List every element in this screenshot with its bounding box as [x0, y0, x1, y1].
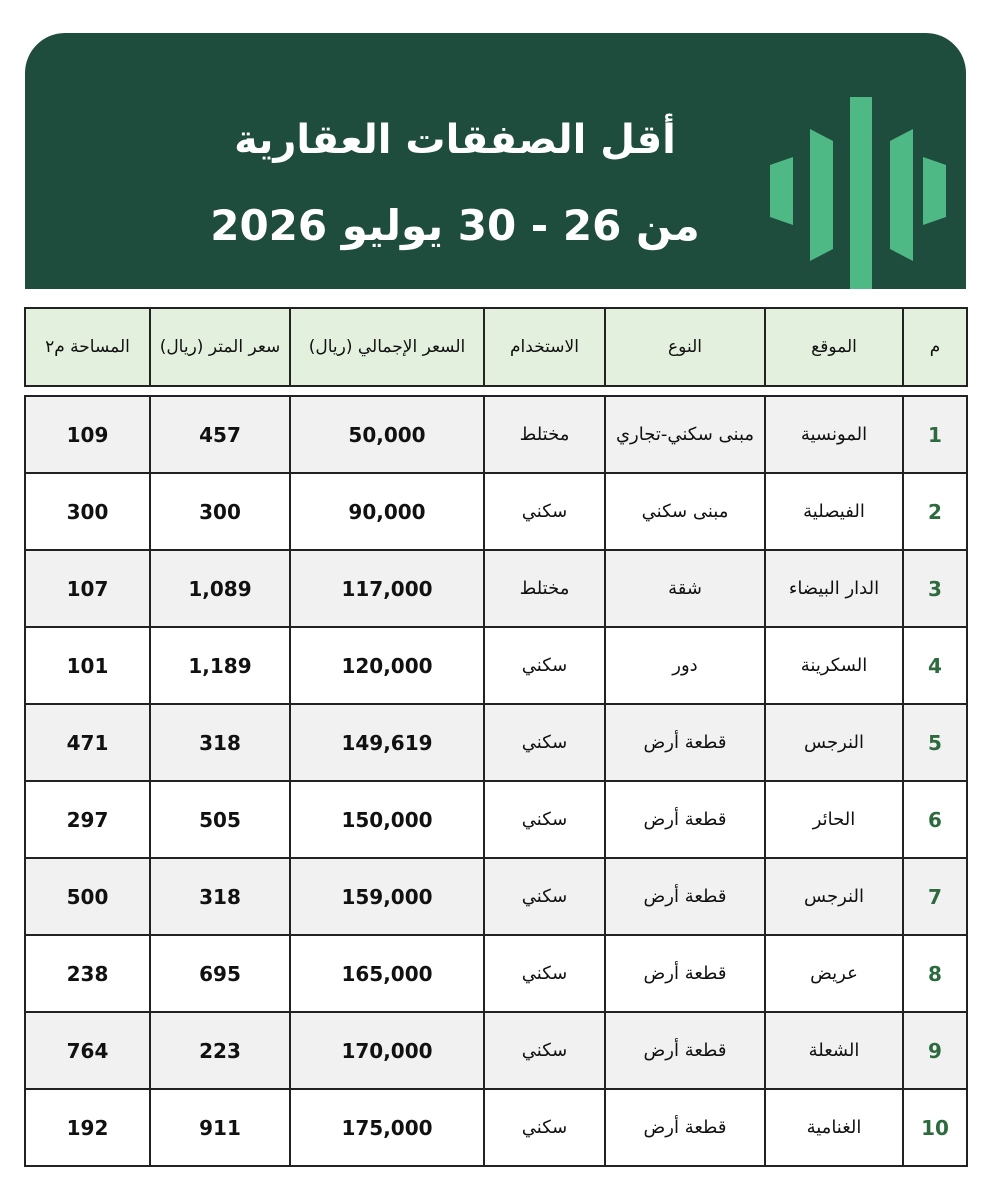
- row-price-per-meter: 695: [150, 935, 290, 1012]
- row-usage: سكني: [484, 935, 605, 1012]
- date-range: من 26 - 30 يوليو 2026: [210, 201, 700, 250]
- row-index: 4: [903, 627, 967, 704]
- table-row: [25, 858, 967, 935]
- row-price-per-meter: 911: [150, 1089, 290, 1166]
- row-usage: سكني: [484, 1012, 605, 1089]
- row-area: 238: [25, 935, 150, 1012]
- row-price-per-meter: 1,189: [150, 627, 290, 704]
- header-banner: [25, 33, 966, 289]
- row-location: النرجس: [765, 704, 903, 781]
- col-type: النوع: [605, 308, 765, 386]
- row-area: 764: [25, 1012, 150, 1089]
- row-usage: سكني: [484, 473, 605, 550]
- row-usage: مختلط: [484, 550, 605, 627]
- row-location: النرجس: [765, 858, 903, 935]
- row-total-price: 50,000: [290, 396, 484, 473]
- deals-table: [24, 395, 968, 1167]
- row-location: المونسية: [765, 396, 903, 473]
- row-area: 101: [25, 627, 150, 704]
- row-usage: سكني: [484, 781, 605, 858]
- row-usage: سكني: [484, 1089, 605, 1166]
- table-row: [25, 473, 967, 550]
- row-total-price: 165,000: [290, 935, 484, 1012]
- row-type: قطعة أرض: [605, 1012, 765, 1089]
- col-index: م: [903, 308, 967, 386]
- row-area: 500: [25, 858, 150, 935]
- table-row: [25, 550, 967, 627]
- row-type: قطعة أرض: [605, 704, 765, 781]
- row-price-per-meter: 505: [150, 781, 290, 858]
- row-usage: سكني: [484, 627, 605, 704]
- row-price-per-meter: 457: [150, 396, 290, 473]
- row-price-per-meter: 318: [150, 704, 290, 781]
- row-location: الحائر: [765, 781, 903, 858]
- col-location: الموقع: [765, 308, 903, 386]
- row-type: شقة: [605, 550, 765, 627]
- row-index: 1: [903, 396, 967, 473]
- row-area: 300: [25, 473, 150, 550]
- row-index: 5: [903, 704, 967, 781]
- row-total-price: 149,619: [290, 704, 484, 781]
- row-location: الشعلة: [765, 1012, 903, 1089]
- row-usage: سكني: [484, 858, 605, 935]
- row-price-per-meter: 300: [150, 473, 290, 550]
- row-usage: مختلط: [484, 396, 605, 473]
- row-location: السكرينة: [765, 627, 903, 704]
- row-usage: سكني: [484, 704, 605, 781]
- table-row: [25, 1012, 967, 1089]
- row-index: 9: [903, 1012, 967, 1089]
- row-type: قطعة أرض: [605, 858, 765, 935]
- row-total-price: 120,000: [290, 627, 484, 704]
- row-type: قطعة أرض: [605, 1089, 765, 1166]
- row-area: 109: [25, 396, 150, 473]
- row-type: مبنى سكني-تجاري: [605, 396, 765, 473]
- row-total-price: 159,000: [290, 858, 484, 935]
- row-index: 2: [903, 473, 967, 550]
- row-location: الدار البيضاء: [765, 550, 903, 627]
- row-area: 192: [25, 1089, 150, 1166]
- col-area: المساحة م٢: [25, 308, 150, 386]
- row-total-price: 90,000: [290, 473, 484, 550]
- row-type: قطعة أرض: [605, 781, 765, 858]
- col-usage: الاستخدام: [484, 308, 605, 386]
- row-location: عريض: [765, 935, 903, 1012]
- row-total-price: 175,000: [290, 1089, 484, 1166]
- table-row: [25, 627, 967, 704]
- row-area: 297: [25, 781, 150, 858]
- table-row: [25, 781, 967, 858]
- row-price-per-meter: 223: [150, 1012, 290, 1089]
- table-row: [25, 704, 967, 781]
- table-header: [24, 307, 968, 387]
- row-index: 6: [903, 781, 967, 858]
- logo-icon: [740, 65, 950, 289]
- table-row: [25, 396, 967, 473]
- table-row: [25, 935, 967, 1012]
- row-index: 3: [903, 550, 967, 627]
- row-area: 107: [25, 550, 150, 627]
- row-type: قطعة أرض: [605, 935, 765, 1012]
- row-area: 471: [25, 704, 150, 781]
- page-title: أقل الصفقات العقارية: [234, 117, 676, 163]
- row-index: 10: [903, 1089, 967, 1166]
- row-index: 7: [903, 858, 967, 935]
- row-type: مبنى سكني: [605, 473, 765, 550]
- row-type: دور: [605, 627, 765, 704]
- table-row: [25, 1089, 967, 1166]
- col-price-per-meter: سعر المتر (ريال): [150, 308, 290, 386]
- col-total-price: السعر الإجمالي (ريال): [290, 308, 484, 386]
- row-index: 8: [903, 935, 967, 1012]
- row-total-price: 170,000: [290, 1012, 484, 1089]
- row-total-price: 117,000: [290, 550, 484, 627]
- row-total-price: 150,000: [290, 781, 484, 858]
- row-location: الفيصلية: [765, 473, 903, 550]
- row-location: الغنامية: [765, 1089, 903, 1166]
- row-price-per-meter: 1,089: [150, 550, 290, 627]
- row-price-per-meter: 318: [150, 858, 290, 935]
